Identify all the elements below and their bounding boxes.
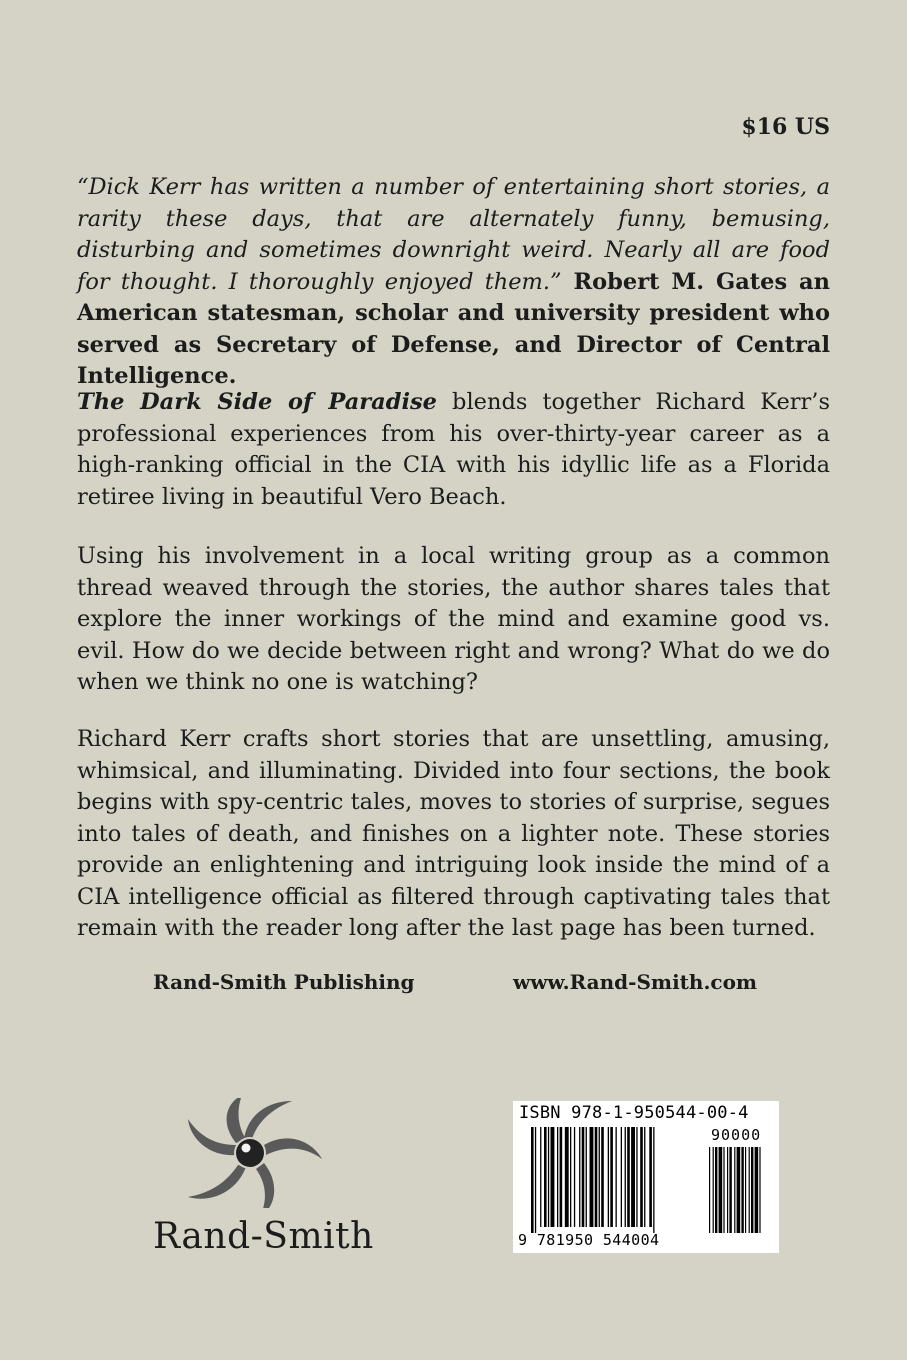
endorsement-quote (77, 172, 830, 393)
barcode-digits: 9 781950 544004 (518, 1231, 660, 1249)
eye-swirl-icon (180, 1098, 340, 1208)
barcode-supplement: 90000 (711, 1126, 762, 1144)
description-paragraph-3: Richard Kerr crafts short stories that are unsettling, amusing, whimsical, and illuminating. Divided into four sections, the book begins with spy-centric tales, moves to stories of surprise, segues into tales of death, and finishes on a lighter note. These stories provide an enlightening and intriguing look inside the mind of a CIA intelligence official as filtered through captivating tales that remain with the reader long after the last page has been turned. (77, 726, 830, 941)
price-label: $16 US (741, 114, 830, 140)
isbn-label: ISBN 978-1-950544-00-4 (519, 1103, 749, 1123)
book-title: The Dark Side of Paradise (77, 389, 437, 415)
quote-attribution: Robert M. Gates an American statesman, scholar and university president who served as Secretary of Defense, and Director of Central Intelligence. (77, 268, 830, 389)
logo-wordmark: Rand-Smith (153, 1216, 374, 1257)
publisher-website: www.Rand-Smith.com (513, 970, 758, 994)
publisher-name: Rand-Smith Publishing (153, 970, 415, 994)
paragraph-1-text: blends together Richard Kerr’s professional experiences from his over-thirty-year career as a high-ranking official in the CIA with his idyllic life as a Florida retiree living in beautiful Vero Beach. (77, 389, 830, 510)
isbn-barcode (513, 1101, 779, 1253)
description-paragraph-1 (77, 387, 830, 513)
quote-text: “Dick Kerr has written a number of entertaining short stories, a rarity these days, that are alternately funny, bemusing, disturbing and sometimes downright weird. Nearly all are food for thought. I thoroughly enjoyed them.” (77, 174, 830, 295)
description-paragraph-2: Using his involvement in a local writing group as a common thread weaved through the stories, the author shares tales that explore the inner workings of the mind and examine good vs. evil. How do we decide between right and wrong? What do we do when we think no one is watching? (77, 543, 830, 695)
